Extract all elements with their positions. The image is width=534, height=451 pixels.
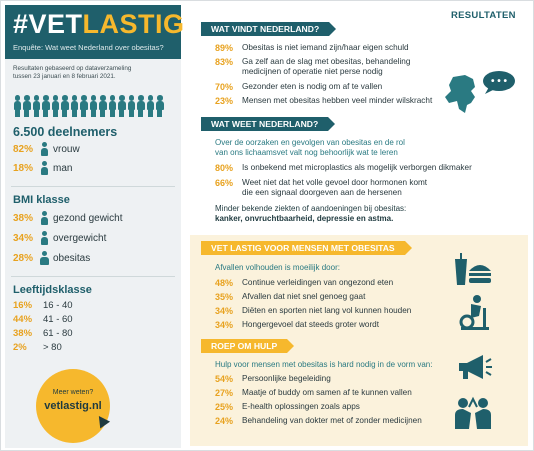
bmi-row: 34% overgewicht — [13, 232, 107, 244]
campaign-title: #VETLASTIG — [13, 9, 185, 39]
results-heading: RESULTATEN — [451, 10, 516, 21]
divider — [11, 276, 175, 277]
bmi-title: BMI klasse — [13, 194, 70, 206]
person-icon — [99, 95, 108, 117]
person-medium-icon — [41, 231, 48, 245]
bmi-row: 28% obesitas — [13, 252, 91, 264]
struggles-intro: Afvallen volhouden is moeilijk door: — [215, 263, 340, 272]
website-link-button[interactable] — [36, 369, 110, 443]
person-icon — [42, 95, 51, 117]
speech-bubble-icon — [481, 69, 517, 95]
person-icon — [127, 95, 136, 117]
help-intro: Hulp voor mensen met obesitas is hard nodig in de vorm van: — [215, 360, 433, 369]
age-row: 16% 16 - 40 — [13, 300, 73, 311]
netherlands-map-icon — [441, 73, 481, 115]
section-banner-struggles: VET LASTIG VOOR MENSEN MET OBESITAS — [201, 241, 405, 255]
participant-count: 6.500 deelnemers — [13, 125, 118, 139]
cta-small-text: Meer weten? — [52, 389, 94, 396]
data-note: Resultaten gebaseerd op dataverzameling tussen 23 januari en 8 februari 2021. — [13, 65, 132, 80]
diseases-list: kanker, onvruchtbaarheid, depressie en astma. — [215, 214, 394, 223]
person-icon — [156, 95, 165, 117]
section-banner-help: ROEP OM HULP — [201, 339, 287, 353]
bmi-row: 38% gezond gewicht — [13, 212, 123, 224]
section-banner-opinion: WAT VINDT NEDERLAND? — [201, 22, 329, 36]
fast-food-icon — [453, 253, 493, 287]
person-icon — [23, 95, 32, 117]
person-icon — [118, 95, 127, 117]
person-icon — [137, 95, 146, 117]
age-row: 44% 41 - 60 — [13, 314, 73, 325]
exercise-bike-icon — [457, 294, 493, 330]
person-icon — [51, 95, 60, 117]
survey-subtitle: Enquête: Wat weet Nederland over obesitas? — [13, 43, 164, 52]
header-block — [5, 5, 185, 59]
person-icon — [32, 95, 41, 117]
speech-bubble-text: • • • — [490, 76, 508, 87]
person-icon — [89, 95, 98, 117]
gender-row-male: 18% man — [13, 162, 73, 174]
age-row: 2% > 80 — [13, 342, 62, 353]
woman-icon — [41, 142, 48, 156]
people-icon-row — [13, 95, 164, 117]
cta-url: vetlastig.nl — [44, 400, 102, 412]
left-panel — [5, 5, 185, 448]
divider — [11, 186, 175, 187]
person-large-icon — [41, 251, 48, 265]
cursor-icon — [94, 413, 110, 429]
man-icon — [41, 161, 48, 175]
person-icon — [146, 95, 155, 117]
knowledge-intro: Over de oorzaken en gevolgen van obesitas en de rol — [215, 138, 405, 147]
diseases-intro: Minder bekende ziekten of aandoeningen bij obesitas: — [215, 204, 407, 213]
help-people-icon — [453, 395, 493, 429]
person-icon — [61, 95, 70, 117]
person-icon — [80, 95, 89, 117]
section-banner-knowledge: WAT WEET NEDERLAND? — [201, 117, 328, 131]
person-icon — [108, 95, 117, 117]
age-title: Leeftijdsklasse — [13, 284, 92, 296]
gender-row-female: 82% vrouw — [13, 143, 80, 155]
infographic: #VETLASTIG Enquête: Wat weet Nederland over obesitas? Resultaten gebaseerd op dataverzameling tussen 23 januari en 8 februari 2021. 6.500 deelnemers 82% vrouw 18% man BMI klasse 38% gezond gewicht 34% overgewicht 28% obesitas Leeftijdsklasse 16% 16 - 40 44% 41 - 60 38% 61 - 80 2% > 80 Meer weten? vetlastig.nl RESULTATEN WAT VINDT NEDERLAND? 89% Obesitas is niet iemand zijn/haar eigen schuld 83% Ga zelf aan de slag met obesitas, behandeling medicijnen of operatie niet perse nodig 70% Gezonder eten is nodig om af te vallen 23% Mensen met obesitas hebben veel minder wilskracht • • • WAT WEET NEDERLAND? Over de oorzaken en gevolgen van obesitas en de rol van ons lichaamsvet valt nog behoorlijk wat te leren 80% Is onbekend met microplastics als mogelijk verborgen dikmaker 66% Weet niet dat het volle gevoel door hormonen komt die een signaal doorgeven aan de hersenen Minder bekende ziekten of aandoeningen bij obesitas: kanker, onvruchtbaarheid, depressie en astma. VET LASTIG VOOR MENSEN MET OBESITAS Afvallen volhouden is moeilijk door: 48% Continue verleidingen van ongezond eten 35% Afvallen dat niet snel genoeg gaat 34% Diëten en sporten niet lang vol kunnen houden 34% Hongergevoel dat steeds groter wordt ROEP OM HULP Hulp voor mensen met obesitas is hard nodig in de vorm van: 54% Persoonlijke begeleiding 27% Maatje of buddy om samen af te kunnen vallen 25% E-health oplossingen zoals apps 24% Behandeling van dokter met of zonder medicijnen — [0, 0, 534, 451]
age-row: 38% 61 - 80 — [13, 328, 73, 339]
megaphone-icon — [457, 353, 493, 381]
person-icon — [13, 95, 22, 117]
person-icon — [70, 95, 79, 117]
person-slim-icon — [41, 211, 48, 225]
knowledge-intro: van ons lichaamsvet valt nog behoorlijk wat te leren — [215, 148, 398, 157]
